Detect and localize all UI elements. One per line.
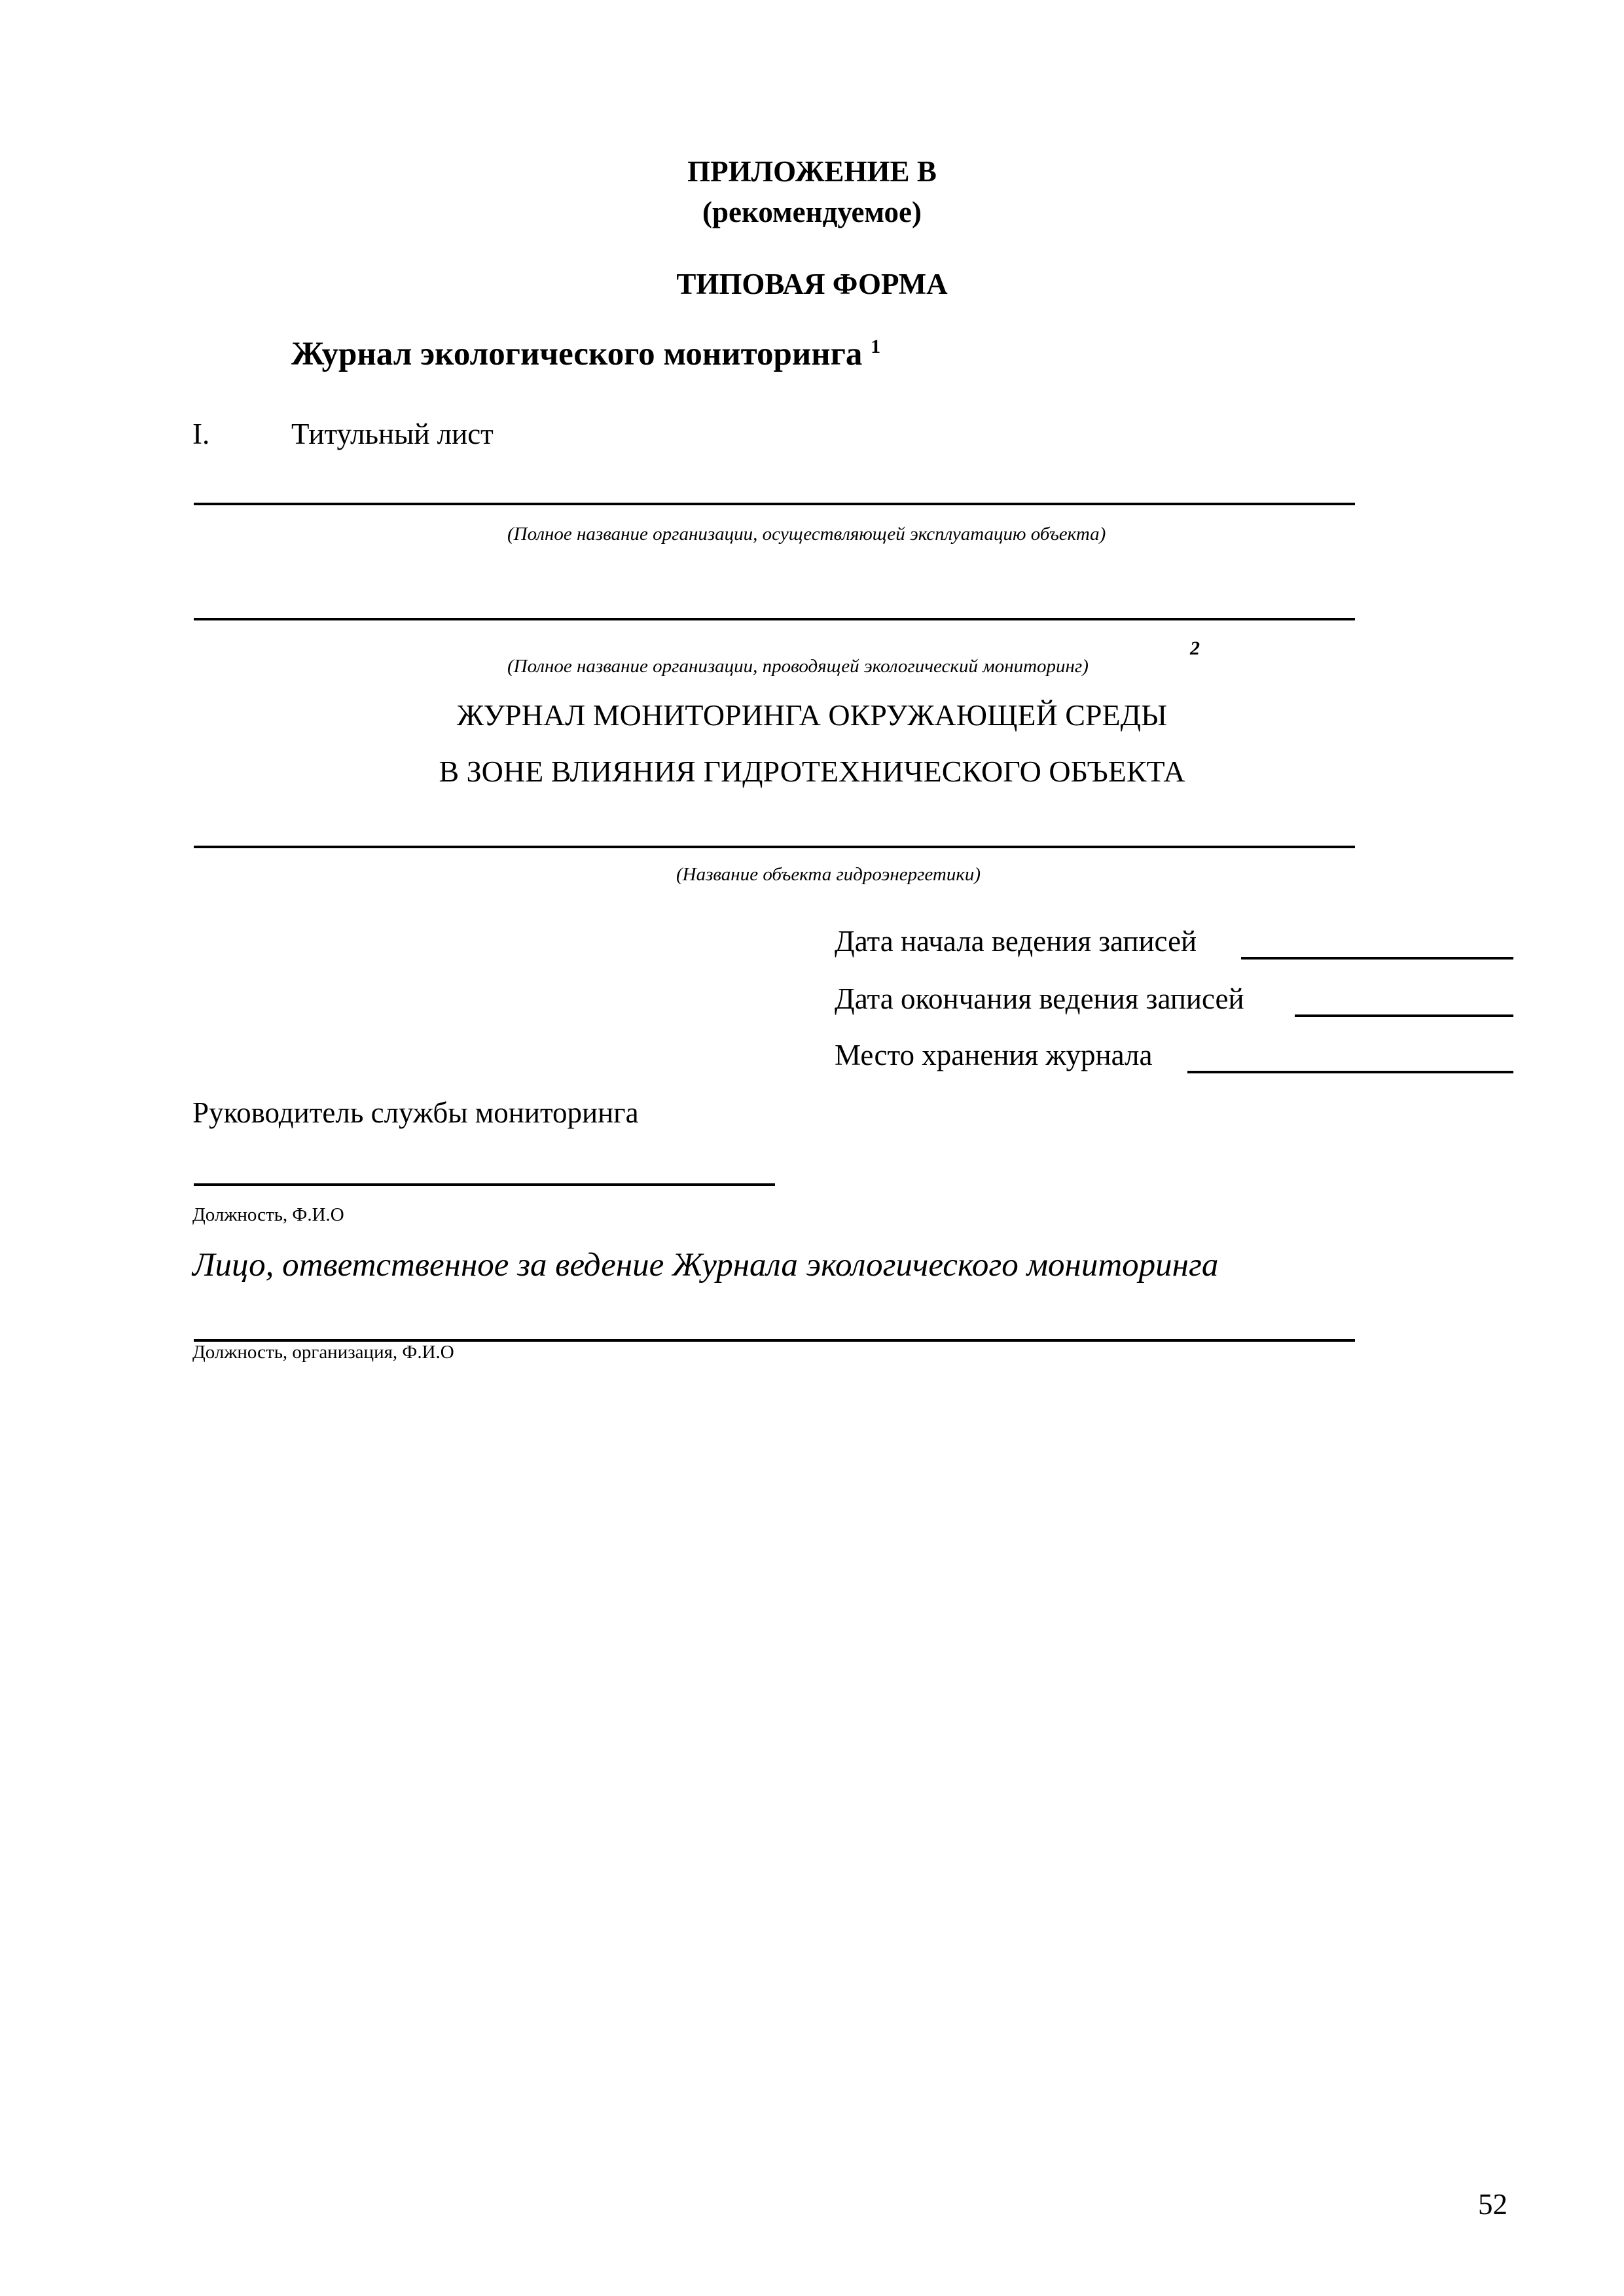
journal-title-text: Журнал экологического мониторинга [291,336,863,372]
object-name-line[interactable] [194,846,1355,848]
head-signature-line[interactable] [194,1183,775,1186]
end-date-field[interactable] [1295,1014,1513,1017]
responsible-hint: Должность, организация, Ф.И.О [192,1342,454,1363]
storage-place-label: Место хранения журнала [835,1039,1153,1071]
page-number: 52 [1478,2188,1507,2221]
monitoring-org-hint: (Полное название организации, проводящей экологический мониторинг) [507,656,1089,677]
operator-org-line[interactable] [194,503,1355,505]
appendix-title: ПРИЛОЖЕНИЕ В [687,155,937,188]
form-type-heading: ТИПОВАЯ ФОРМА [676,268,948,300]
footnote-marker-1: 1 [871,336,881,357]
operator-org-hint: (Полное название организации, осуществляющей эксплуатацию объекта) [507,524,1106,545]
storage-place-field[interactable] [1187,1071,1513,1073]
section-title: Титульный лист [291,418,494,450]
appendix-subtitle: (рекомендуемое) [702,196,922,228]
journal-heading-line1: ЖУРНАЛ МОНИТОРИНГА ОКРУЖАЮЩЕЙ СРЕДЫ [456,698,1168,732]
section-number: I. [192,418,210,450]
end-date-label: Дата окончания ведения записей [835,982,1244,1015]
start-date-label: Дата начала ведения записей [835,925,1197,958]
start-date-field[interactable] [1241,957,1513,960]
responsible-label: Лицо, ответственное за ведение Журнала экологического мониторинга [192,1247,1219,1283]
head-label: Руководитель службы мониторинга [192,1096,639,1129]
head-hint: Должность, Ф.И.О [192,1204,344,1225]
journal-title [291,335,880,373]
journal-heading-line2: В ЗОНЕ ВЛИЯНИЯ ГИДРОТЕХНИЧЕСКОГО ОБЪЕКТА [439,755,1185,788]
object-name-hint: (Название объекта гидроэнергетики) [676,864,981,885]
footnote-marker-2: 2 [1190,637,1200,659]
monitoring-org-line[interactable] [194,618,1355,620]
